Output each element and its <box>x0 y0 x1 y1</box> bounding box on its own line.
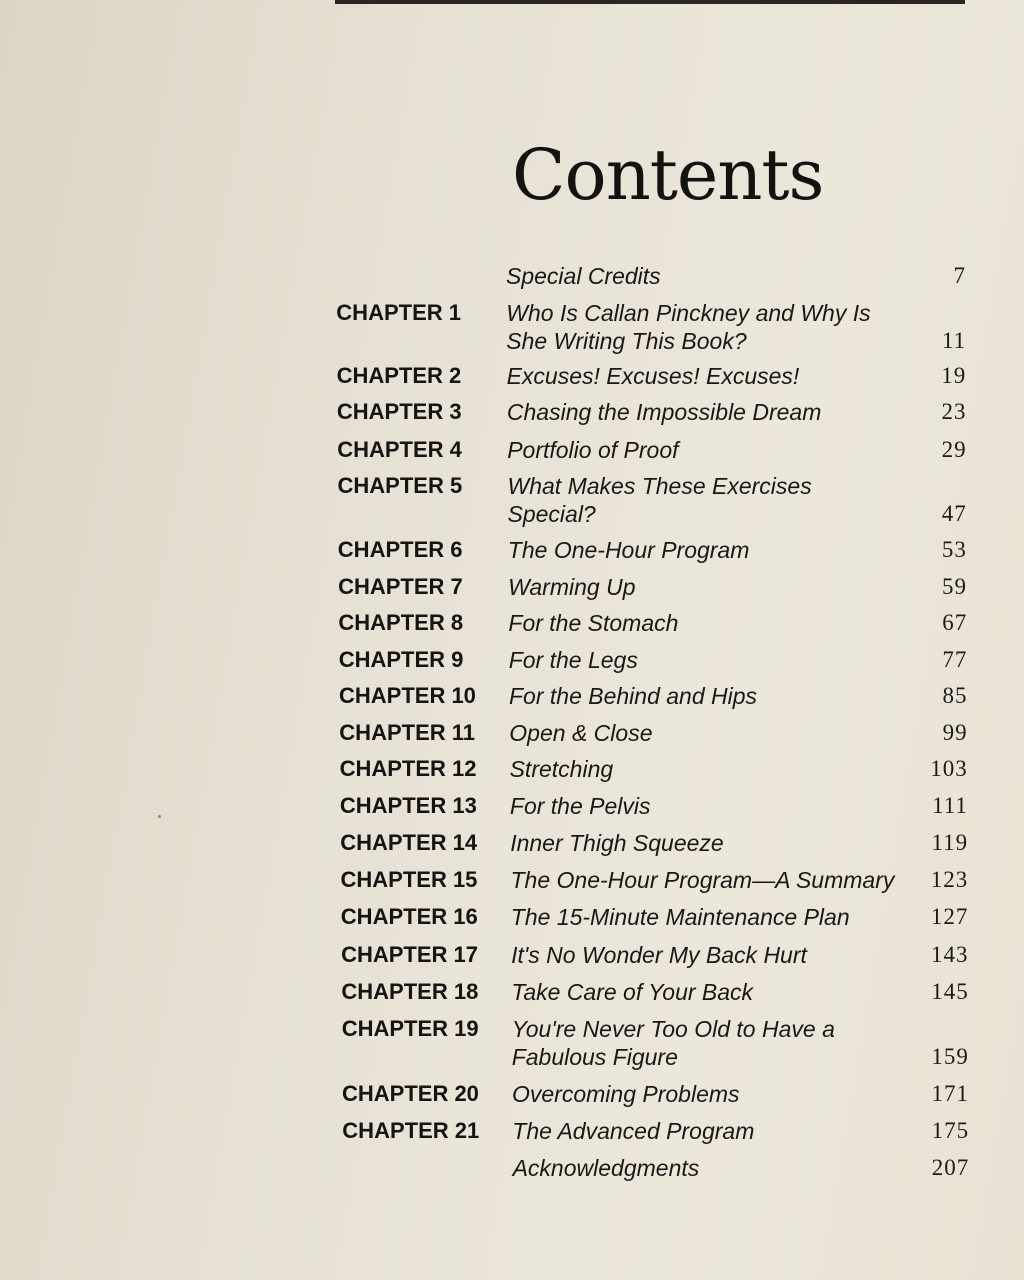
toc-row <box>0 1117 1024 1145</box>
page-number: 111 <box>932 793 968 818</box>
chapter-label: CHAPTER 11 <box>339 720 476 745</box>
chapter-title <box>507 362 927 390</box>
page-number: 127 <box>930 904 969 929</box>
page-number: 145 <box>931 979 969 1004</box>
chapter-title <box>506 262 926 290</box>
page-number: 119 <box>931 830 969 855</box>
chapter-label: CHAPTER 10 <box>339 683 476 708</box>
chapter-title-line: Acknowledgments <box>512 1155 700 1181</box>
toc-row <box>0 362 1024 390</box>
chapter-title-line: You're Never Too Old to Have a <box>511 1016 835 1042</box>
page-number: 77 <box>942 647 968 672</box>
chapter-label: CHAPTER 5 <box>337 473 463 498</box>
chapter-title <box>513 1154 933 1182</box>
toc-row <box>0 866 1024 894</box>
chapter-title-line: Inner Thigh Squeeze <box>510 830 724 856</box>
toc-row <box>0 472 1024 528</box>
chapter-label: CHAPTER 12 <box>339 756 477 781</box>
chapter-title <box>511 978 931 1006</box>
chapter-label: CHAPTER 21 <box>342 1118 480 1143</box>
chapter-title <box>512 1080 932 1108</box>
chapter-title <box>511 941 931 969</box>
chapter-title <box>510 829 930 857</box>
chapter-title-line: Excuses! Excuses! Excuses! <box>506 363 800 389</box>
chapter-title-line: Chasing the Impossible Dream <box>506 399 822 425</box>
chapter-title <box>508 536 928 564</box>
toc-row <box>0 646 1024 674</box>
toc-row <box>0 941 1024 969</box>
chapter-title-line: Fabulous Figure <box>511 1044 678 1070</box>
chapter-label: CHAPTER 17 <box>341 942 479 967</box>
chapter-title-line: Open & Close <box>509 720 653 746</box>
toc-row <box>0 299 1024 355</box>
chapter-label: CHAPTER 13 <box>339 793 477 818</box>
chapter-title <box>508 573 928 601</box>
page-number: 53 <box>941 537 967 562</box>
page-number: 29 <box>941 437 967 462</box>
page-number: 85 <box>942 683 968 708</box>
chapter-title-line: It's No Wonder My Back Hurt <box>511 942 807 968</box>
chapter-title <box>509 682 929 710</box>
chapter-title-line: She Writing This Book? <box>506 328 747 354</box>
toc-row <box>0 573 1024 601</box>
chapter-title-line: For the Legs <box>508 647 638 673</box>
chapter-title <box>509 719 929 747</box>
toc-row <box>0 903 1024 931</box>
chapter-title-line: The One-Hour Program <box>507 537 750 563</box>
chapter-title <box>508 609 928 637</box>
page-number: 175 <box>931 1118 970 1143</box>
chapter-title <box>508 472 928 528</box>
page-number: 19 <box>941 363 967 388</box>
chapter-label: CHAPTER 6 <box>337 537 463 562</box>
chapter-title-line: Who Is Callan Pinckney and Why Is <box>506 300 871 326</box>
chapter-title <box>507 398 927 426</box>
chapter-label: CHAPTER 16 <box>340 904 478 929</box>
pencil-mark <box>158 815 161 818</box>
page-number: 7 <box>953 263 966 288</box>
chapter-label: CHAPTER 8 <box>338 610 464 635</box>
chapter-title-line: The 15-Minute Maintenance Plan <box>510 904 850 930</box>
toc-row <box>0 1154 1024 1182</box>
chapter-label: CHAPTER 19 <box>341 1016 479 1041</box>
page-number: 207 <box>931 1155 970 1180</box>
chapter-title-line: Warming Up <box>508 574 636 600</box>
chapter-title <box>512 1015 932 1071</box>
chapter-title <box>512 1117 932 1145</box>
chapter-label: CHAPTER 7 <box>338 574 463 599</box>
chapter-title-line: Special? <box>507 501 596 527</box>
chapter-label: CHAPTER 2 <box>336 363 462 388</box>
page-title: Contents <box>512 134 824 216</box>
toc-row <box>0 829 1024 857</box>
toc-row <box>0 1080 1024 1108</box>
chapter-title <box>509 646 929 674</box>
toc-row <box>0 682 1024 710</box>
chapter-title-line: What Makes These Exercises <box>507 473 812 499</box>
toc-row <box>0 755 1024 783</box>
chapter-label: CHAPTER 3 <box>336 399 462 424</box>
chapter-title-line: For the Pelvis <box>509 793 651 819</box>
toc-row <box>0 609 1024 637</box>
chapter-label: CHAPTER 15 <box>340 867 478 892</box>
chapter-title-line: Overcoming Problems <box>512 1081 740 1107</box>
chapter-label: CHAPTER 20 <box>342 1081 479 1106</box>
chapter-title-line: Special Credits <box>506 263 661 289</box>
toc-row <box>0 978 1024 1006</box>
page-number: 123 <box>930 867 969 892</box>
chapter-label: CHAPTER 18 <box>341 979 479 1004</box>
chapter-title <box>507 436 927 464</box>
chapter-title-line: Take Care of Your Back <box>511 979 754 1005</box>
page-number: 159 <box>931 1044 969 1069</box>
page-number: 59 <box>942 574 968 599</box>
chapter-title-line: For the Stomach <box>508 610 679 636</box>
toc-row <box>0 436 1024 464</box>
chapter-title <box>510 792 930 820</box>
page-number: 103 <box>930 756 968 781</box>
chapter-title <box>511 866 931 894</box>
page-number: 47 <box>941 501 967 526</box>
chapter-label: CHAPTER 4 <box>337 437 462 462</box>
chapter-title-line: The Advanced Program <box>512 1118 755 1144</box>
toc-row <box>0 398 1024 426</box>
chapter-title-line: Portfolio of Proof <box>507 437 679 463</box>
chapter-label: CHAPTER 1 <box>336 300 461 325</box>
chapter-label: CHAPTER 9 <box>338 647 464 672</box>
toc-row <box>0 1015 1024 1071</box>
chapter-title-line: The One-Hour Program—A Summary <box>510 867 895 893</box>
chapter-title <box>511 903 931 931</box>
page-number: 67 <box>942 610 968 635</box>
toc-row <box>0 792 1024 820</box>
page-number: 99 <box>942 720 968 745</box>
page-number: 143 <box>931 942 969 967</box>
chapter-title-line: Stretching <box>509 756 614 782</box>
chapter-label: CHAPTER 14 <box>340 830 478 855</box>
page-number: 11 <box>941 328 967 353</box>
toc-row <box>0 262 1024 290</box>
page-number: 171 <box>931 1081 969 1106</box>
chapter-title <box>510 755 930 783</box>
toc-row <box>0 719 1024 747</box>
chapter-title <box>506 299 926 355</box>
page-number: 23 <box>941 399 967 424</box>
chapter-title-line: For the Behind and Hips <box>509 683 758 709</box>
toc-row <box>0 536 1024 564</box>
